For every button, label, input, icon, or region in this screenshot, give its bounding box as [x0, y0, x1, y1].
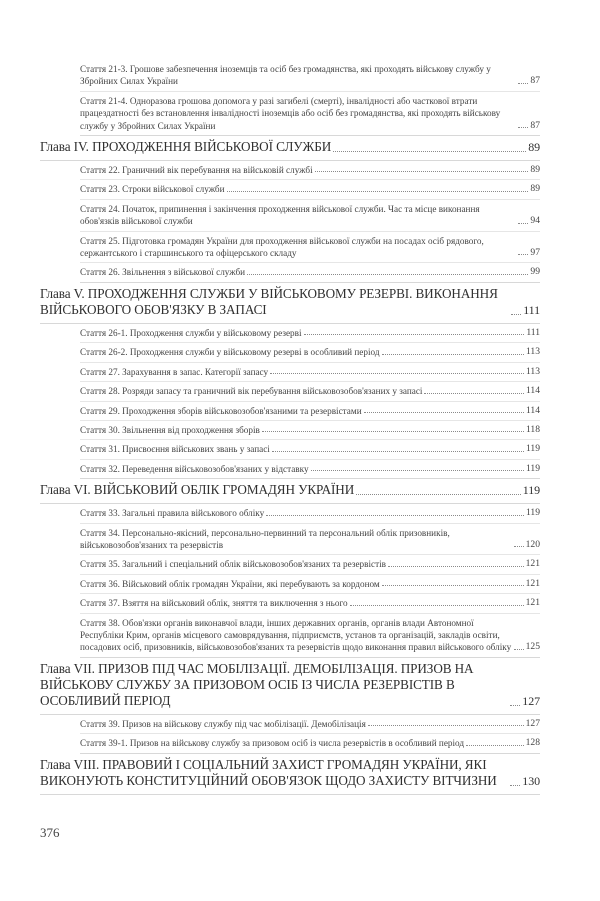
dot-leader [518, 127, 528, 128]
dot-leader [510, 705, 520, 706]
dot-leader [382, 585, 524, 586]
toc-chapter-entry[interactable] [40, 482, 540, 504]
dot-leader [466, 745, 524, 746]
article-title: Стаття 30. Звільнення від проходження зборів [80, 424, 260, 435]
article-title: Стаття 28. Розряди запасу та граничний вік перебування військовозобов'язаних у запасі [80, 386, 423, 397]
toc-page-number: 119 [525, 462, 540, 474]
toc-page-number: 119 [525, 507, 540, 519]
article-title: Стаття 25. Підготовка громадян України для проходження військової служби на посадах осіб рядового, сержантського і старшинського та офіцерського складу [80, 235, 484, 259]
toc-article-entry[interactable] [80, 555, 540, 574]
toc-article-entry[interactable] [80, 382, 540, 401]
article-title: Стаття 34. Персонально-якісний, персонально-первинний та персональний облік призовників, військовозобов'язаних та резервістів [80, 527, 450, 550]
toc-page-number: 113 [525, 346, 540, 358]
article-title: Стаття 36. Військовий облік громадян України, які перебувають за кордоном [80, 578, 380, 589]
dot-leader [518, 83, 528, 84]
chapter-title: Глава IV. ПРОХОДЖЕННЯ ВІЙСЬКОВОЇ СЛУЖБИ [40, 139, 332, 155]
toc-article-entry[interactable] [80, 92, 540, 136]
chapter-title: Глава V. ПРОХОДЖЕННЯ СЛУЖБИ У ВІЙСЬКОВОМУ РЕЗЕРВІ. ВИКОНАННЯ ВІЙСЬКОВОГО ОБОВ'ЯЗКУ В ЗАПАСІ [40, 285, 498, 317]
article-title: Стаття 26. Звільнення з військової служби [80, 267, 246, 278]
toc-page-number: 87 [530, 75, 540, 87]
toc-article-entry[interactable] [80, 504, 540, 523]
toc-page-number: 125 [525, 641, 540, 653]
toc-article-entry[interactable] [80, 200, 540, 232]
toc-article-entry[interactable] [80, 734, 540, 753]
toc-page-number: 114 [525, 404, 540, 416]
toc-article-entry[interactable] [80, 363, 540, 382]
dot-leader [266, 515, 524, 516]
dot-leader [518, 223, 528, 224]
dot-leader [368, 725, 524, 726]
toc-page-number: 130 [522, 773, 540, 788]
toc-article-entry[interactable] [80, 460, 540, 479]
toc-page-number: 89 [530, 164, 540, 176]
toc-article-entry[interactable] [80, 180, 540, 199]
dot-leader [511, 314, 521, 315]
chapter-title: Глава VII. ПРИЗОВ ПІД ЧАС МОБІЛІЗАЦІЇ. ДЕМОБІЛІЗАЦІЯ. ПРИЗОВ НА ВІЙСЬКОВУ СЛУЖБУ ЗА ПРИЗОВОМ ОСІБ ІЗ ЧИСЛА РЕЗЕРВІСТІВ В ОСОБЛИВИЙ ПЕРІОД [40, 660, 474, 708]
toc-chapter-entry[interactable] [40, 286, 540, 324]
chapter-title: Глава VIII. ПРАВОВИЙ І СОЦІАЛЬНИЙ ЗАХИСТ ГРОМАДЯН УКРАЇНИ, ЯКІ ВИКОНУЮТЬ КОНСТИТУЦІЙНИЙ ОБОВ'ЯЗОК ЩОДО ЗАХИСТУ ВІТЧИЗНИ [40, 756, 497, 788]
article-title: Стаття 26-1. Проходження служби у військовому резерві [80, 327, 302, 338]
dot-leader [424, 393, 523, 394]
toc-chapter-entry[interactable] [40, 661, 540, 715]
toc-article-entry[interactable] [80, 715, 540, 734]
article-title: Стаття 39. Призов на військову службу під час мобілізації. Демобілізація [80, 718, 366, 729]
toc-page-number: 119 [522, 483, 540, 498]
toc-page-number: 94 [530, 215, 540, 227]
dot-leader [514, 649, 524, 650]
toc-page-number: 121 [525, 558, 540, 570]
toc-page-number: 89 [528, 140, 540, 155]
dot-leader [272, 451, 524, 452]
article-title: Стаття 23. Строки військової служби [80, 184, 225, 195]
toc-page-number: 118 [525, 423, 540, 435]
article-title: Стаття 24. Початок, припинення і закінчення проходження військової служби. Час та місце виконання обов'язків військової служби [80, 203, 480, 227]
toc-article-entry[interactable] [80, 575, 540, 594]
dot-leader [364, 412, 524, 413]
article-title: Стаття 38. Обов'язки органів виконавчої влади, інших державних органів, органів влади Автономної Республіки Крим, органів місцевого самоврядування, підприємств, установ та організацій, закладів освіти, посадових осіб, призовників, військовозобов'язаних та резервістів щодо виконання правил військового обліку [80, 617, 512, 653]
dot-leader [315, 171, 529, 172]
dot-leader [518, 254, 528, 255]
toc-page-number: 121 [525, 577, 540, 589]
toc-article-entry[interactable] [80, 161, 540, 180]
dot-leader [247, 274, 528, 275]
toc-article-entry[interactable] [80, 324, 540, 343]
toc-article-entry[interactable] [80, 524, 540, 556]
toc-page-number: 99 [530, 266, 540, 278]
toc-page-number: 89 [530, 183, 540, 195]
article-title: Стаття 22. Граничний вік перебування на військовій службі [80, 165, 313, 176]
toc-page-number: 121 [525, 597, 540, 609]
article-title: Стаття 35. Загальний і спеціальний облік військовозобов'язаних та резервістів [80, 559, 387, 570]
article-title: Стаття 33. Загальні правила військового обліку [80, 508, 265, 519]
toc-article-entry[interactable] [80, 263, 540, 282]
toc-page-number: 87 [530, 119, 540, 131]
toc-page-number: 120 [525, 538, 540, 550]
article-title: Стаття 21-3. Грошове забезпечення іноземців та осіб без громадянства, які проходять військову службу у Збройних Силах України [80, 64, 491, 87]
dot-leader [510, 785, 520, 786]
dot-leader [514, 546, 524, 547]
dot-leader [388, 566, 524, 567]
toc-page-number: 113 [525, 365, 540, 377]
toc-page-number: 114 [525, 385, 540, 397]
article-title: Стаття 21-4. Одноразова грошова допомога у разі загибелі (смерті), інвалідності або часткової втрати працездатності без встановлення інвалідності іноземців або осіб без громадянства, які проходять військову службу у Збройних Силах України [80, 95, 501, 131]
toc-page-number: 97 [530, 247, 540, 259]
toc-article-entry[interactable] [80, 60, 540, 92]
toc-chapter-entry[interactable] [40, 757, 540, 795]
toc-page-number: 127 [525, 717, 540, 729]
toc-page-number: 127 [522, 693, 540, 708]
toc-article-entry[interactable] [80, 614, 540, 658]
dot-leader [350, 605, 524, 606]
dot-leader [227, 191, 529, 192]
toc-article-entry[interactable] [80, 232, 540, 264]
toc-page-number: 119 [525, 443, 540, 455]
dot-leader [311, 470, 524, 471]
article-title: Стаття 39-1. Призов на військову службу за призовом осіб із числа резервістів в особливий період [80, 738, 465, 749]
dot-leader [262, 431, 524, 432]
article-title: Стаття 27. Зарахування в запас. Категорії запасу [80, 366, 269, 377]
dot-leader [304, 334, 525, 335]
toc-page-number: 111 [526, 326, 540, 338]
dot-leader [333, 151, 526, 152]
article-title: Стаття 29. Проходження зборів військовозобов'язаними та резервістами [80, 405, 362, 416]
toc-page-number: 111 [523, 302, 540, 317]
chapter-title: Глава VI. ВІЙСЬКОВИЙ ОБЛІК ГРОМАДЯН УКРАЇНИ [40, 482, 355, 498]
article-title: Стаття 31. Присвоєння військових звань у запасі [80, 444, 270, 455]
article-title: Стаття 26-2. Проходження служби у військовому резерві в особливий період [80, 347, 380, 358]
page-number: 376 [40, 825, 60, 840]
dot-leader [382, 354, 524, 355]
toc-article-entry[interactable] [80, 594, 540, 613]
table-of-contents [40, 60, 540, 795]
toc-article-entry[interactable] [80, 421, 540, 440]
toc-article-entry[interactable] [80, 440, 540, 459]
toc-chapter-entry[interactable] [40, 139, 540, 161]
article-title: Стаття 32. Переведення військовозобов'язаних у відставку [80, 463, 309, 474]
dot-leader [270, 373, 524, 374]
toc-page-number: 128 [525, 737, 540, 749]
toc-article-entry[interactable] [80, 402, 540, 421]
dot-leader [356, 494, 521, 495]
toc-article-entry[interactable] [80, 343, 540, 362]
article-title: Стаття 37. Взяття на військовий облік, зняття та виключення з нього [80, 598, 348, 609]
